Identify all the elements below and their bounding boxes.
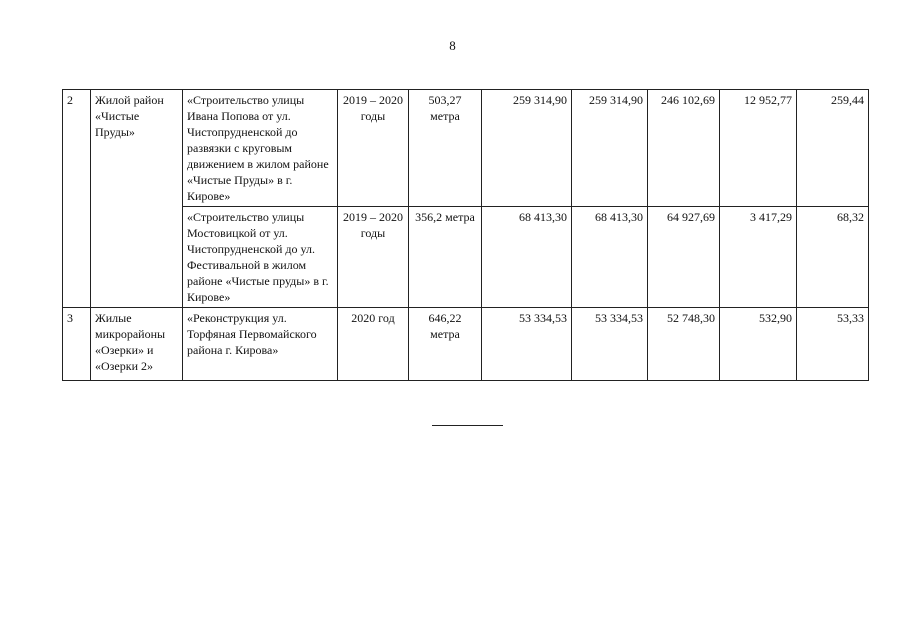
amount-cell: 53 334,53: [482, 308, 572, 381]
row-number: 2: [63, 90, 91, 308]
project-name-cell: «Строительство улицы Мостовицкой от ул. Чистопрудненской до ул. Фестивальной в жилом районе «Чистые пруды» в г. Кирове»: [183, 207, 338, 308]
amount-cell: 12 952,77: [720, 90, 797, 207]
page-number: 8: [449, 38, 456, 53]
amount-cell: 68,32: [797, 207, 869, 308]
projects-table: [62, 89, 869, 381]
length-cell: 503,27 метра: [409, 90, 482, 207]
amount-cell: 259,44: [797, 90, 869, 207]
amount-cell: 53,33: [797, 308, 869, 381]
amount-cell: 53 334,53: [572, 308, 648, 381]
length-cell: 646,22 метра: [409, 308, 482, 381]
amount-cell: 259 314,90: [482, 90, 572, 207]
length-cell: 356,2 метра: [409, 207, 482, 308]
table-row: [63, 90, 869, 207]
project-name-cell: «Строительство улицы Ивана Попова от ул. Чистопрудненской до развязки с круговым движением в жилом районе «Чистые Пруды» в г. Кирове»: [183, 90, 338, 207]
amount-cell: 68 413,30: [482, 207, 572, 308]
end-of-document-rule: [432, 425, 503, 426]
period-cell: 2020 год: [338, 308, 409, 381]
period-cell: 2019 – 2020 годы: [338, 207, 409, 308]
table-row: [63, 207, 869, 308]
amount-cell: 3 417,29: [720, 207, 797, 308]
amount-cell: 68 413,30: [572, 207, 648, 308]
project-name-cell: «Реконструкция ул. Торфяная Первомайского района г. Кирова»: [183, 308, 338, 381]
amount-cell: 259 314,90: [572, 90, 648, 207]
period-cell: 2019 – 2020 годы: [338, 90, 409, 207]
table-row: [63, 308, 869, 381]
amount-cell: 64 927,69: [648, 207, 720, 308]
district-cell: Жилые микрорайоны «Озерки» и «Озерки 2»: [91, 308, 183, 381]
amount-cell: 532,90: [720, 308, 797, 381]
amount-cell: 246 102,69: [648, 90, 720, 207]
amount-cell: 52 748,30: [648, 308, 720, 381]
district-cell: Жилой район «Чистые Пруды»: [91, 90, 183, 308]
row-number: 3: [63, 308, 91, 381]
